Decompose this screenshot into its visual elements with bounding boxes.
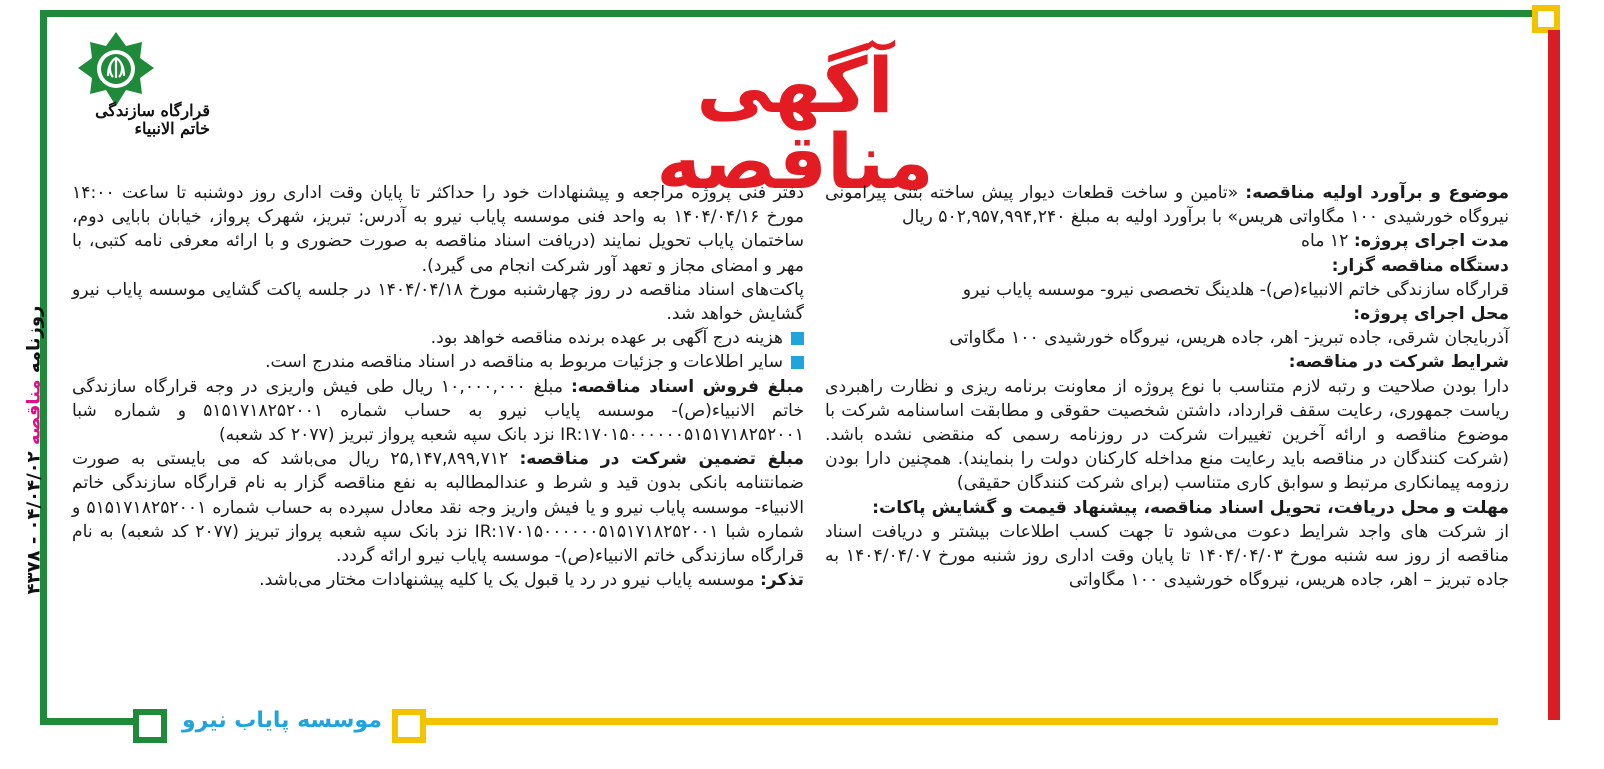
green-square-ornament — [133, 709, 167, 743]
newspaper-name: روزنامه — [23, 305, 45, 374]
signature-org: موسسه پایاب نیرو — [182, 708, 382, 733]
yellow-square-ornament — [392, 709, 426, 743]
note-label: تذکر: — [760, 570, 804, 591]
conditions-text: دارا بودن صلاحیت و رتبه لازم متناسب با نوع پروژه از معاونت برنامه ریزی و نظارت راهبردی ریاست جمهوری، رعایت سقف قرارداد، داشتن شخصیت حقوقی و مطابقت اساسنامه شرکت با موضوع مناقصه و ارائه آخرین تغییرات شرکت در روزنامه رسمی که منقضی نشده باشد. (شرکت کنندگان در مناقصه باید رعایت منع مداخله کارکنان دولت را بنمایند). همچنین دارا بودن رزومه پیمانکاری مرتبط و سوابق کاری متناسب (برای شرکت کنندگان حقیقی) — [825, 376, 1509, 494]
bullet-text: هزینه درج آگهی بر عهده برنده مناقصه خواهد بود. — [430, 328, 783, 349]
duration-text: ۱۲ ماه — [1300, 231, 1354, 252]
subject-paragraph — [825, 181, 1509, 229]
docs-price-label: مبلغ فروش اسناد مناقصه: — [570, 376, 804, 397]
iran-emblem-icon — [74, 30, 158, 110]
guarantee-label: مبلغ تضمین شرکت در مناقصه: — [519, 449, 805, 470]
left-column — [72, 181, 804, 592]
docs-price-paragraph — [72, 375, 804, 448]
frame-bottom-border — [40, 718, 137, 725]
submission-paragraph: دفتر فنی پروژه مراجعه و پیشنهادات خود را حداکثر تا پایان وقت اداری روز دوشنبه تا ساعت ۱۴:۰۰ مورخ ۱۴۰۴/۰۴/۱۶ به واحد فنی موسسه پایاب نیرو به آدرس: تبریز، شهرک پرواز، خیابان بابایی دوم، ساختمان پایاب تحویل نمایند (دریافت اسناد مناقصه به صورت حضوری و با ارائه معرفی نامه کتبی، با مهر و امضای مجاز و تعهد آور شرکت انجام می گیرد). — [72, 183, 804, 276]
newspaper-brand: مناقصه — [23, 379, 45, 446]
opening-paragraph: پاکت‌های اسناد مناقصه در روز چهارشنبه مورخ ۱۴۰۴/۰۴/۱۸ در جلسه پاکت گشایی موسسه پایاب نیرو گشایش خواهد شد. — [72, 279, 804, 325]
location-text: آذربایجان شرقی، جاده تبریز- اهر، جاده هریس، نیروگاه خورشیدی ۱۰۰ مگاواتی — [949, 328, 1509, 349]
subject-label: موضوع و برآورد اولیه مناقصه: — [1245, 183, 1509, 203]
location-label: محل اجرای پروژه: — [1353, 304, 1509, 325]
page-title: آگهی مناقصه — [656, 41, 934, 206]
subject-text: «تامین و ساخت قطعات دیوار پیش ساخته بتنی پیرامونی نیروگاه خورشیدی ۱۰۰ مگاواتی هریس» با برآورد اولیه به مبلغ ۵۰۲,۹۵۷,۹۹۴,۲۴۰ ریال — [825, 183, 1509, 228]
org-logo-text: قرارگاه سازندگی خاتم الانبیاء — [95, 101, 210, 139]
frame-top-border — [40, 10, 1540, 17]
duration-paragraph — [825, 229, 1509, 253]
guarantee-text: ۲۵,۱۴۷,۸۹۹,۷۱۲ ریال می‌باشد که می بایستی به صورت ضمانتنامه بانکی بدون قید و شرط و عندالمطالبه به نفع مناقصه گزار به نام قرارگاه سازندگی خاتم الانبیاء- موسسه پایاب نیرو و یا فیش واریز وجه نقد معادل سپرده به حساب شماره ۵۱۵۱۷۱۸۲۵۲۰۰۱ و شماره شبا IR:۱۷۰۱۵۰۰۰۰۰۰۵۱۵۱۷۱۸۲۵۲۰۰۱ نزد بانک سپه شعبه پرواز تبریز (۲۰۷۷ کد شعبه) به نام قرارگاه سازندگی خاتم الانبیاء(ص)- موسسه پایاب نیرو ارائه گردد. — [72, 449, 804, 567]
conditions-label: شرایط شرکت در مناقصه: — [1288, 352, 1509, 373]
frame-bottom-yellow-border — [418, 718, 1498, 725]
red-side-bar — [1548, 30, 1560, 720]
square-bullet-icon — [791, 332, 804, 345]
guarantee-paragraph — [72, 447, 804, 568]
note-paragraph — [72, 568, 804, 592]
bullet-item — [72, 350, 804, 374]
newspaper-side-label — [14, 300, 54, 600]
bullet-item — [72, 326, 804, 350]
duration-label: مدت اجرای پروژه: — [1353, 231, 1509, 252]
right-column — [825, 181, 1509, 592]
bullet-text: سایر اطلاعات و جزئیات مربوط به مناقصه در اسناد مناقصه مندرج است. — [265, 352, 783, 373]
corner-square-ornament — [1532, 5, 1560, 33]
docs-price-text: مبلغ ۱۰,۰۰۰,۰۰۰ ریال طی فیش واریزی در وجه قرارگاه سازندگی خاتم الانبیاء(ص)- موسسه پایاب نیرو به حساب شماره ۵۱۵۱۷۱۸۲۵۲۰۰۱ و شماره شبا IR:۱۷۰۱۵۰۰۰۰۰۰۵۱۵۱۷۱۸۲۵۲۰۰۱ نزد بانک سپه شعبه پرواز تبریز (۲۰۷۷ کد شعبه) — [72, 376, 804, 446]
org-text: قرارگاه سازندگی خاتم الانبیاء(ص)- هلدینگ تخصصی نیرو- موسسه پایاب نیرو — [962, 279, 1509, 300]
org-label: دستگاه مناقصه گزار: — [1331, 255, 1509, 276]
newspaper-issue-date: ۰۴/۰۴/۰۲ - ۴۳۷۸ — [23, 451, 45, 595]
square-bullet-icon — [791, 356, 804, 369]
deadline-text: از شرکت های واجد شرایط دعوت می‌شود تا جهت کسب اطلاعات بیشتر و دریافت اسناد مناقصه از روز سه شنبه مورخ ۱۴۰۴/۰۴/۰۳ تا پایان وقت اداری روز شنبه مورخ ۱۴۰۴/۰۴/۰۷ به جاده تبریز – اهر، جاده هریس، نیروگاه خورشیدی ۱۰۰ مگاواتی — [825, 521, 1509, 591]
note-text: موسسه پایاب نیرو در رد یا قبول یک یا کلیه پیشنهادات مختار می‌باشد. — [259, 570, 761, 591]
deadline-label: مهلت و محل دریافت، تحویل اسناد مناقصه، پیشنهاد قیمت و گشایش پاکات: — [872, 497, 1509, 518]
